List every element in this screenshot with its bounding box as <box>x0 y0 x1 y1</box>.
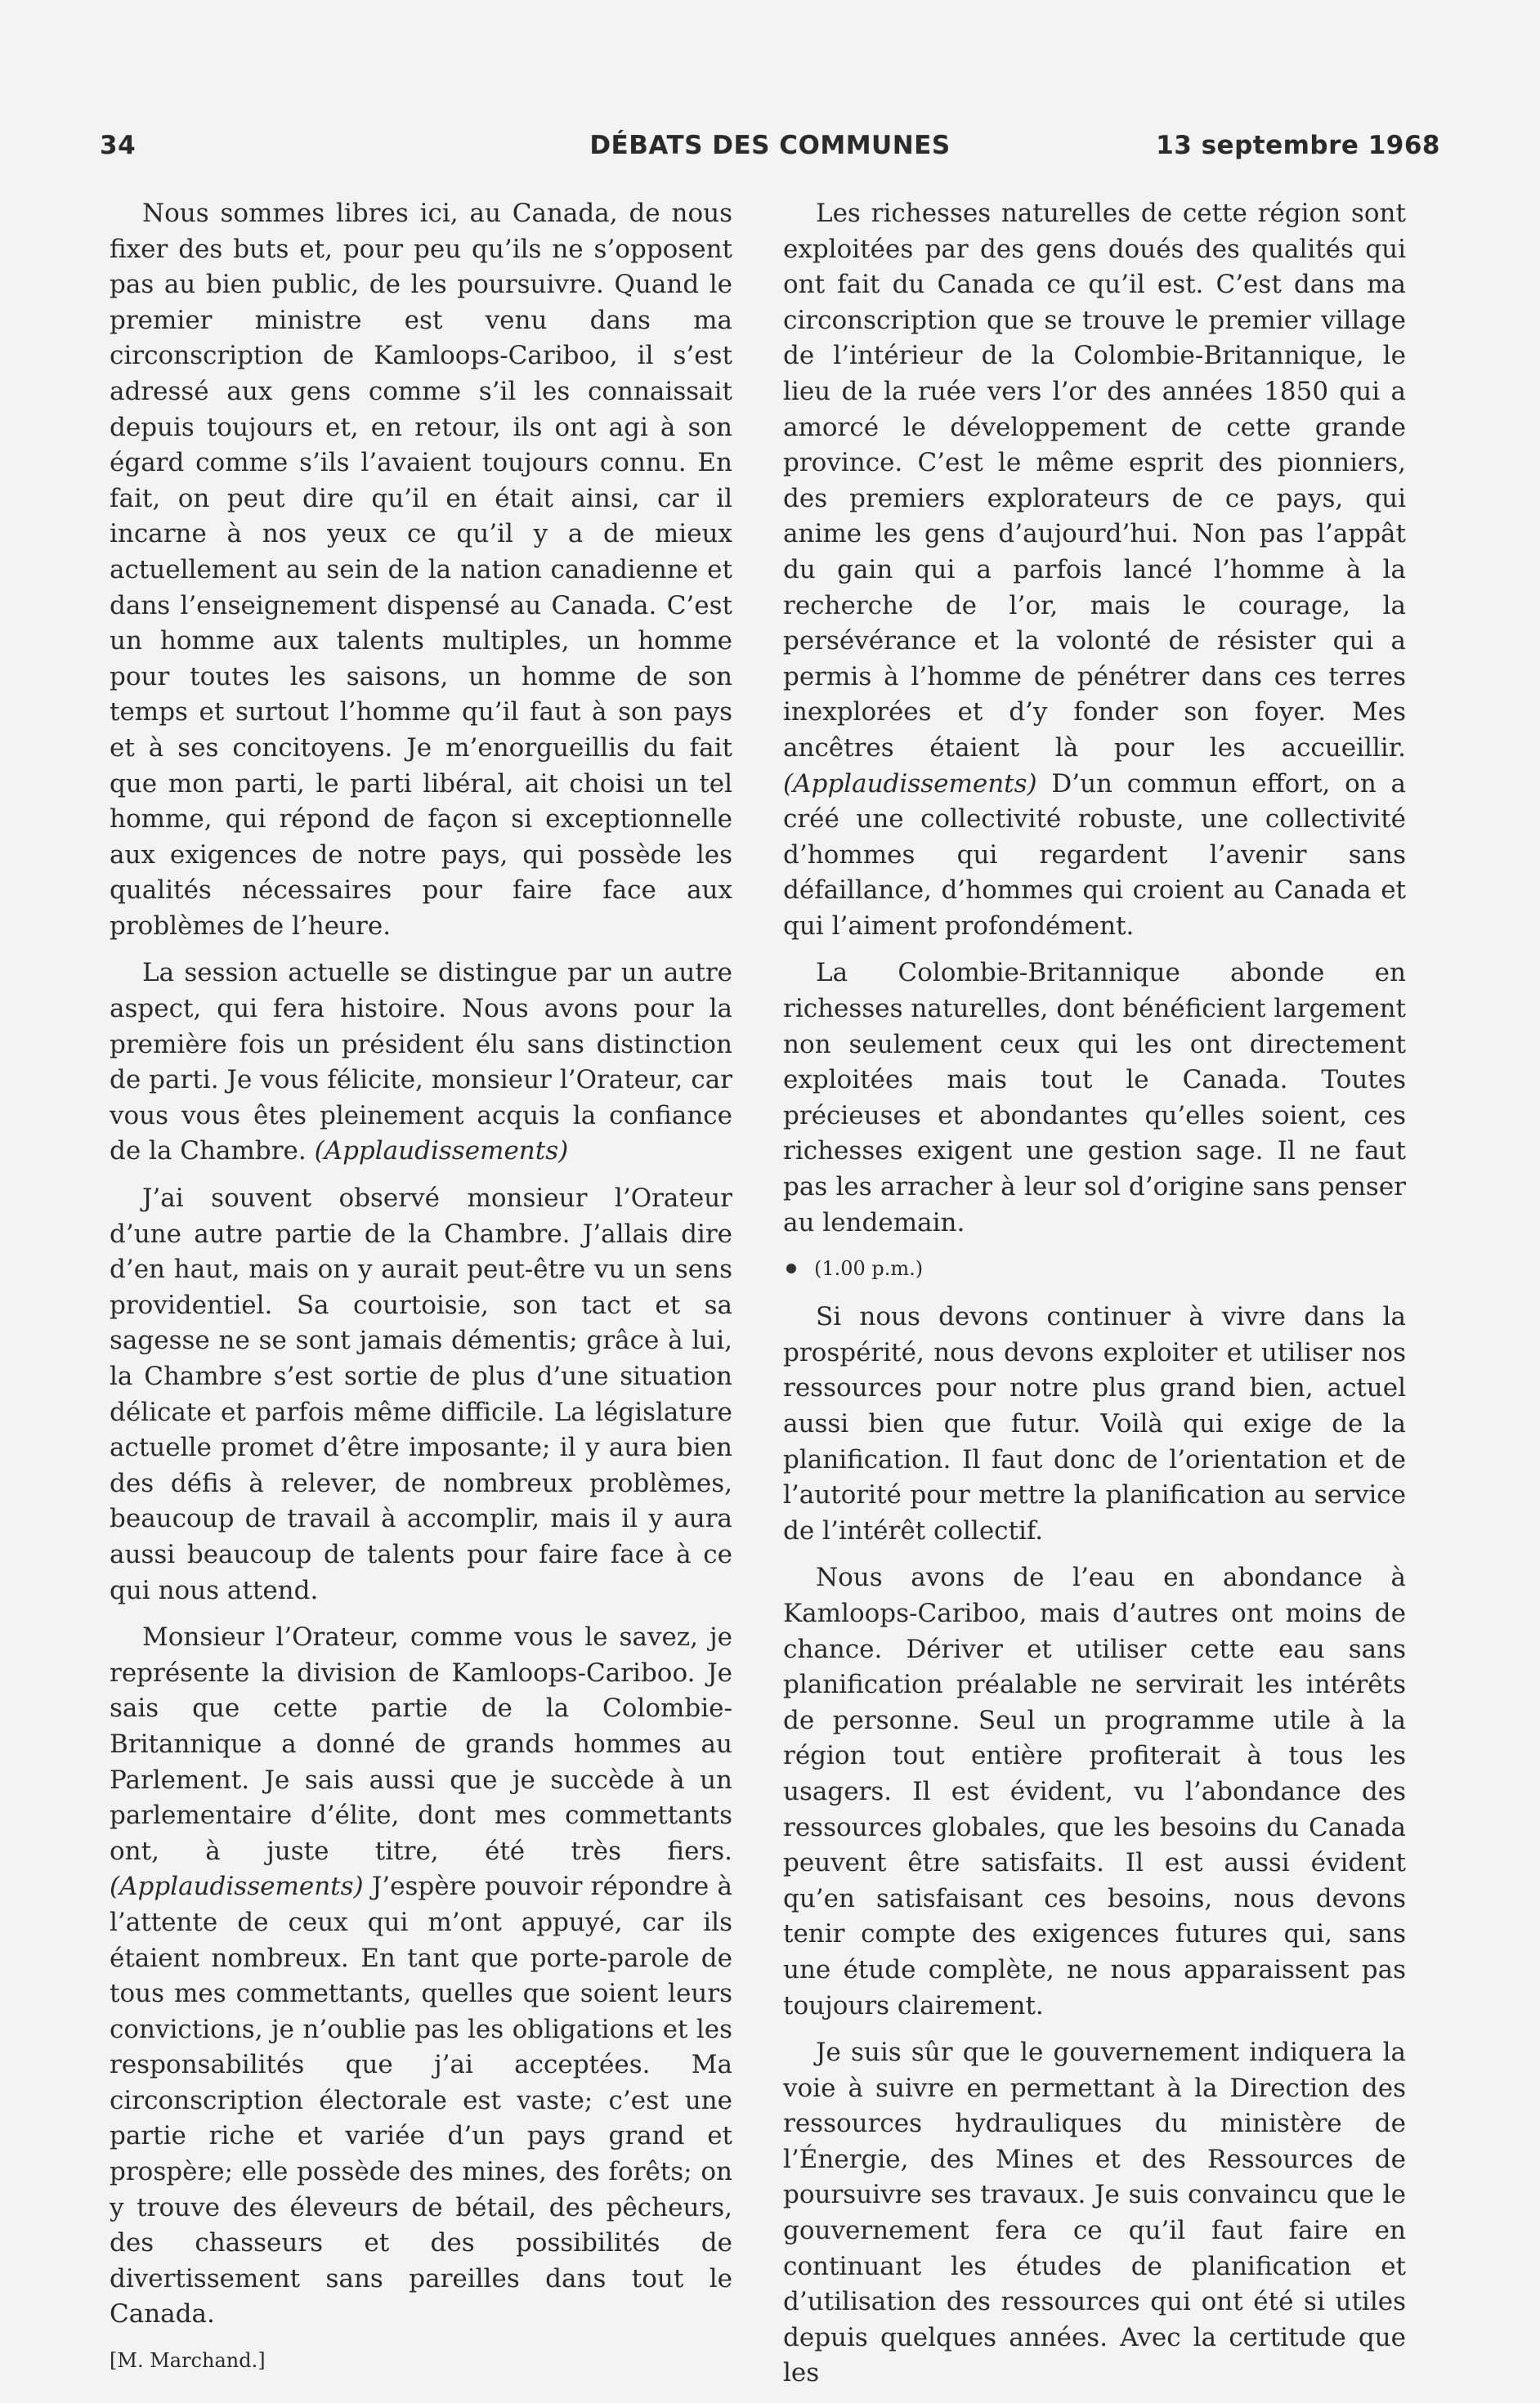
bullet-icon <box>786 1264 796 1273</box>
page-number: 34 <box>100 131 137 160</box>
paragraph: Nous sommes libres ici, au Canada, de nous fixer des buts et, pour peu qu’ils ne s’opposent pas au bien public, de les poursuivre. Quand le premier ministre est venu dans ma circonscription de Kamloops-Cariboo, il s’est adressé aux gens comme s’il les connaissait depuis toujours et, en retour, ils ont agi à son égard comme s’ils l’avaient toujours connu. En fait, on peut dire qu’il en était ainsi, car il incarne à nos yeux ce qu’il y a de mieux actuellement au sein de la nation canadienne et dans l’enseignement dispensé au Canada. C’est un homme aux talents multiples, un homme pour toutes les saisons, un homme de son temps et surtout l’homme qu’il faut à son pays et à ses concitoyens. Je m’enorgueillis du fait que mon parti, le parti libéral, ait choisi un tel homme, qui répond de façon si exceptionnelle aux exigences de notre pays, qui possède les qualités nécessaires pour faire face aux problèmes de l’heure. <box>110 199 732 941</box>
page-header <box>100 131 1440 172</box>
right-column <box>783 196 1406 2403</box>
paragraph <box>110 1620 732 2333</box>
paragraph: Si nous devons continuer à vivre dans la prospérité, nous devons exploiter et utiliser nos ressources pour notre plus grand bien, actuel aussi bien que futur. Voilà qui exige de la planification. Il faut donc de l’orientation et de l’autorité pour mettre la planification au service de l’intérêt collectif. <box>783 1302 1406 1546</box>
applause-note: (Applaudissements) <box>314 1136 569 1166</box>
paragraph: Nous avons de l’eau en abondance à Kamloops-Cariboo, mais d’autres ont moins de chance. Dériver et utiliser cette eau sans planification préalable ne servirait les intérêts de personne. Seul un programme utile à la région tout entière profiterait à tous les usagers. Il est évident, vu l’abondance des ressources globales, que les besoins du Canada peuvent être satisfaits. Il est aussi évident qu’en satisfaisant ces besoins, nous devons tenir compte des exigences futures qui, sans une étude complète, ne nous apparaissent pas toujours clairement. <box>783 1563 1406 2020</box>
paragraph-text: D’un commun effort, on a créé une collectivité robuste, une collectivité d’hommes qui regardent l’avenir sans défaillance, d’hommes qui croient au Canada et qui l’aiment profondément. <box>783 768 1407 941</box>
applause-note: (Applaudissements) <box>783 768 1037 799</box>
paragraph-text: Les richesses naturelles de cette région sont exploitées par des gens doués des qualités qui ont fait du Canada ce qu’il est. C’est dans ma circonscription que se trouve le premier village de l’intérieur de la Colombie-Britannique, le lieu de la ruée vers l’or des années 1850 qui a amorcé le développement de cette grande province. C’est le même esprit des pionniers, des premiers explorateurs de ce pays, qui anime les gens d’aujourd’hui. Non pas l’appât du gain qui a parfois lancé l’homme à la recherche de l’or, mais le courage, la persévérance et la volonté de résister qui a permis à l’homme de pénétrer dans ces terres inexplorées et d’y fonder son foyer. Mes ancêtres étaient là pour les accueillir. <box>783 199 1406 763</box>
paragraph: La Colombie-Britannique abonde en richesses naturelles, dont bénéficient largement non seulement ceux qui les ont directement exploitées mais tout le Canada. Toutes précieuses et abondantes qu’elles soient, ces richesses exigent une gestion sage. Il ne faut pas les arracher à leur sol d’origine sans penser au lendemain. <box>783 958 1406 1237</box>
time-marker <box>783 1255 1406 1282</box>
publication-title: DÉBATS DES COMMUNES <box>589 131 951 160</box>
left-column <box>110 196 732 2374</box>
paragraph-text: La session actuelle se distingue par un autre aspect, qui fera histoire. Nous avons pour la première fois un président élu sans distinction de parti. Je vous félicite, monsieur l’Orateur, car vous vous êtes pleinement acquis la confiance de la Chambre. <box>110 958 732 1166</box>
applause-note: (Applaudissements) <box>110 1872 364 1902</box>
publication-date: 13 septembre 1968 <box>1156 131 1440 160</box>
paragraph <box>110 955 732 1170</box>
paragraph <box>783 196 1406 944</box>
paragraph-text: J’espère pouvoir répondre à l’attente de ceux qui m’ont appuyé, car ils étaient nombreux. En tant que porte-parole de tous mes commettants, quelles que soient leurs convictions, je n’oublie pas les obligations et les responsabilités que j’ai acceptées. Ma circonscription électorale est vaste; c’est une partie riche et variée d’un pays grand et prospère; elle possède des mines, des forêts; on y trouve des éleveurs de bétail, des pêcheurs, des chasseurs et des possibilités de divertissement sans pareilles dans tout le Canada. <box>110 1872 732 2329</box>
speaker-attribution: [M. Marchand.] <box>110 2349 266 2373</box>
paragraph: Je suis sûr que le gouvernement indiquera la voie à suivre en permettant à la Direction des ressources hydrauliques du ministère de l’Énergie, des Mines et des Ressources de poursuivre ses travaux. Je suis convaincu que le gouvernement fera ce qu’il faut faire en continuant les études de planification et d’utilisation des ressources qui ont été si utiles depuis quelques années. Avec la certitude que les <box>783 2038 1406 2388</box>
time-marker-text: (1.00 p.m.) <box>814 1257 924 1281</box>
paragraph: J’ai souvent observé monsieur l’Orateur d’une autre partie de la Chambre. J’allais dire d’en haut, mais on y aurait peut-être vu un sens providentiel. Sa courtoisie, son tact et sa sagesse ne se sont jamais démentis; grâce à lui, la Chambre s’est sortie de plus d’une situation délicate et parfois même difficile. La législature actuelle promet d’être imposante; il y aura bien des défis à relever, de nombreux problèmes, beaucoup de travail à accomplir, mais il y aura aussi beaucoup de talents pour faire face à ce qui nous attend. <box>110 1184 732 1605</box>
paragraph-text: Monsieur l’Orateur, comme vous le savez, je représente la division de Kamloops-Cariboo. Je sais que cette partie de la Colombie-Britannique a donné de grands hommes au Parlement. Je sais aussi que je succède à un parlementaire d’élite, dont mes commettants ont, à juste titre, été très fiers. <box>110 1622 732 1866</box>
